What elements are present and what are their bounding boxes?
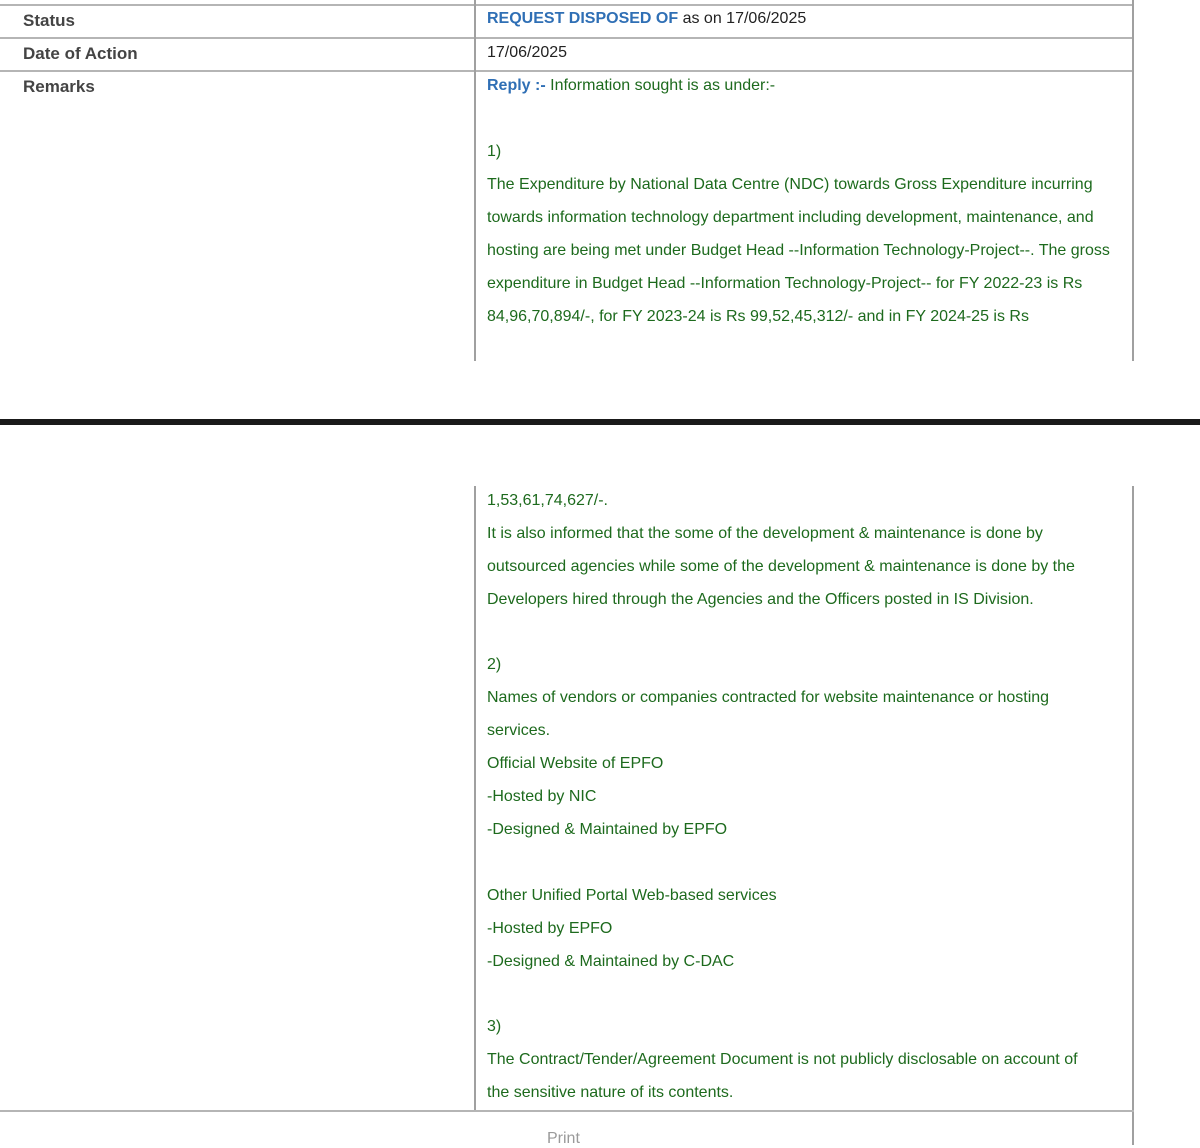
item3-block	[487, 1010, 1132, 1109]
reply-line	[487, 77, 775, 95]
table-right-border-top	[1132, 0, 1134, 361]
item2-line: -Hosted by NIC	[487, 788, 597, 805]
column-divider-bottom	[474, 486, 476, 1112]
item1-continuation-block	[487, 484, 1132, 616]
row-divider-date	[0, 70, 1134, 72]
item2-number: 2)	[487, 656, 502, 673]
item1-line: 84,96,70,894/-, for FY 2023-24 is Rs 99,52,45,312/- and in FY 2024-25 is Rs	[487, 308, 1029, 325]
date-of-action-label: Date of Action	[23, 44, 138, 63]
item2-line: Names of vendors or companies contracted for website maintenance or hosting	[487, 689, 1050, 706]
item3-line: The Contract/Tender/Agreement Document is not publicly disclosable on account of	[487, 1051, 1078, 1068]
item1-number: 1)	[487, 143, 502, 160]
status-highlight: REQUEST DISPOSED OF	[487, 10, 679, 27]
status-value	[487, 10, 806, 28]
item2b-line: -Hosted by EPFO	[487, 920, 613, 937]
reply-label: Reply :-	[487, 77, 546, 94]
print-button[interactable]: Print	[547, 1130, 580, 1147]
item1-cont-line: It is also informed that the some of the development & maintenance is done by	[487, 525, 1043, 542]
item2b-line: Other Unified Portal Web-based services	[487, 887, 777, 904]
date-of-action-value: 17/06/2025	[487, 44, 568, 61]
column-divider-top	[474, 0, 476, 361]
item2-block	[487, 648, 1132, 846]
item1-cont-line: Developers hired through the Agencies and the Officers posted in IS Division.	[487, 591, 1034, 608]
page-break-divider	[0, 419, 1200, 425]
reply-text: Information sought is as under:-	[545, 77, 776, 94]
item1-cont-line: outsourced agencies while some of the development & maintenance is done by the	[487, 558, 1075, 575]
table-top-border	[0, 4, 1134, 6]
table-bottom-border	[0, 1110, 1134, 1112]
item3-line: the sensitive nature of its contents.	[487, 1084, 734, 1101]
item1-cont-line: 1,53,61,74,627/-.	[487, 492, 608, 509]
status-date-text: as on 17/06/2025	[678, 10, 807, 27]
status-label: Status	[23, 11, 75, 30]
item1-line: towards information technology department including development, maintenance, and	[487, 209, 1094, 226]
item2b-line: -Designed & Maintained by C-DAC	[487, 953, 735, 970]
item1-line: expenditure in Budget Head --Information Technology-Project-- for FY 2022-23 is Rs	[487, 275, 1083, 292]
item1-block	[487, 135, 1132, 333]
row-divider-status	[0, 37, 1134, 39]
remarks-label: Remarks	[23, 77, 95, 96]
item3-number: 3)	[487, 1018, 502, 1035]
item1-line: The Expenditure by National Data Centre (NDC) towards Gross Expenditure incurring	[487, 176, 1093, 193]
item2-line: -Designed & Maintained by EPFO	[487, 821, 728, 838]
item2b-block	[487, 879, 1132, 978]
item1-line: hosting are being met under Budget Head --Information Technology-Project--. The gross	[487, 242, 1110, 259]
item2-line: Official Website of EPFO	[487, 755, 664, 772]
item2-line: services.	[487, 722, 551, 739]
table-right-border-bottom	[1132, 486, 1134, 1145]
